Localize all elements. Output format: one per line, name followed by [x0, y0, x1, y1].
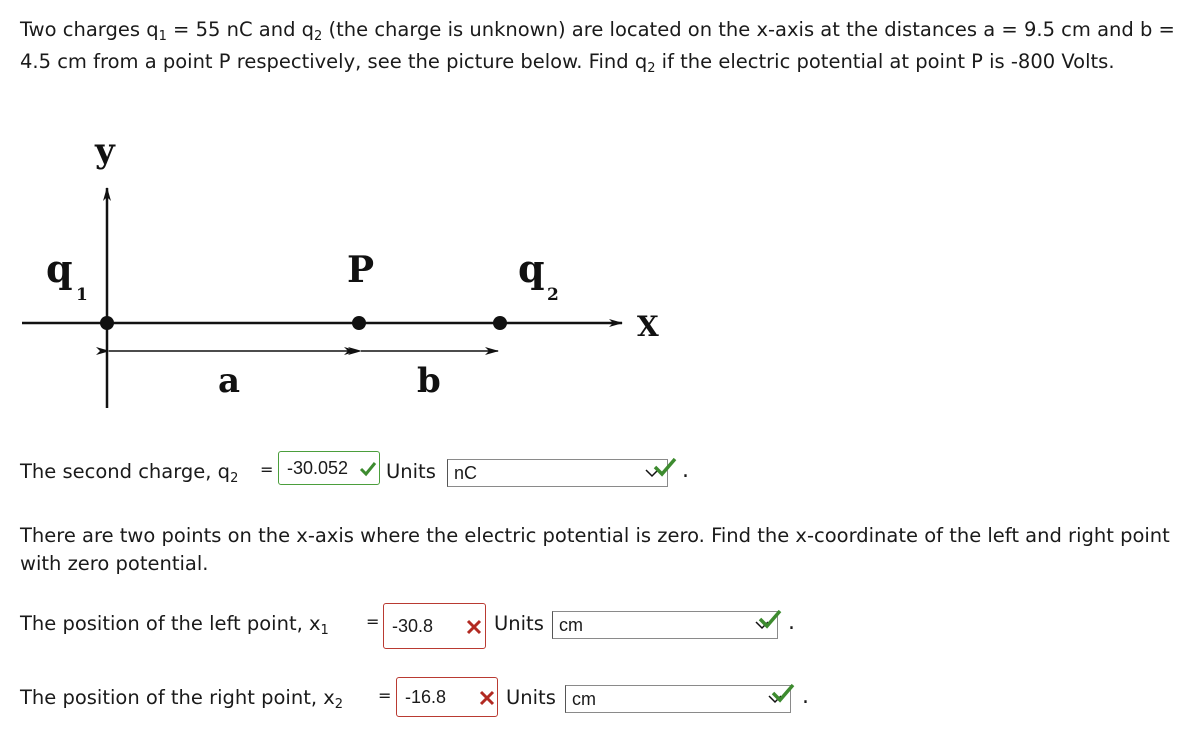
q2-units-label: Units	[386, 460, 436, 483]
q2-equals: =	[260, 460, 274, 479]
p-label: P	[347, 249, 375, 291]
a-label: a	[218, 361, 241, 401]
q2-prompt-text: The second charge, q	[20, 460, 231, 483]
problem-sub-2: 2	[314, 29, 323, 44]
problem-statement	[20, 14, 1180, 78]
x1-period: .	[788, 610, 795, 635]
q2-subscript: 2	[547, 285, 559, 305]
x1-prompt-sub: 1	[320, 623, 329, 638]
x2-prompt-text: The position of the right point, x	[20, 686, 335, 709]
unit-correct-check-icon	[757, 608, 783, 630]
b-label: b	[417, 361, 441, 401]
x1-answer-row	[20, 608, 820, 648]
problem-text-3: (the charge is unknown) are located on the x-axis at the distances a = 9.5 cm and b = 4.5 cm from a point P respectively, see the picture below. Find q	[20, 18, 1175, 73]
x2-unit-selected: cm	[572, 688, 596, 709]
x2-value-text: -16.8	[405, 686, 447, 707]
x1-units-label: Units	[494, 612, 544, 635]
problem-sub-3: 2	[647, 61, 656, 76]
x1-unit-selected: cm	[559, 614, 583, 635]
q2-prompt-sub: 2	[230, 471, 239, 486]
incorrect-x-icon	[466, 619, 482, 635]
x2-prompt	[20, 686, 344, 712]
q1-label: q	[46, 246, 73, 291]
y-axis-label: y	[95, 131, 115, 171]
q2-unit-selected: nC	[454, 462, 478, 483]
x2-answer-row	[20, 682, 840, 722]
q2-value-text: -30.052	[287, 457, 349, 478]
x2-equals: =	[378, 686, 392, 705]
x1-value-input[interactable]	[383, 603, 486, 649]
q2-prompt	[20, 460, 239, 486]
problem-text-1: Two charges q	[20, 18, 159, 41]
q2-point	[493, 316, 507, 330]
q1-point	[100, 316, 114, 330]
x1-prompt	[20, 612, 329, 638]
x1-equals: =	[366, 612, 380, 631]
q2-period: .	[682, 458, 689, 483]
problem-text-4: if the electric potential at point P is -800 Volts.	[655, 50, 1115, 73]
zero-potential-question: There are two points on the x-axis where the electric potential is zero. Find the x-coordinate of the left and right point with zero potential.	[20, 524, 1170, 575]
x1-prompt-text: The position of the left point, x	[20, 612, 321, 635]
problem-sub-1: 1	[158, 29, 167, 44]
q2-answer-row	[20, 456, 720, 496]
incorrect-x-icon	[479, 690, 495, 706]
correct-check-icon	[359, 461, 377, 477]
q2-label: q	[518, 246, 545, 291]
x1-value-text: -30.8	[392, 615, 434, 636]
problem-text-2: = 55 nC and q	[166, 18, 315, 41]
x2-prompt-sub: 2	[334, 697, 344, 712]
x-axis-label: X	[637, 310, 659, 343]
q2-value-input[interactable]	[278, 451, 380, 485]
x2-units-label: Units	[506, 686, 556, 709]
unit-correct-check-icon	[770, 682, 796, 704]
x2-unit-select[interactable]	[565, 685, 791, 713]
charges-diagram	[0, 130, 700, 420]
q2-unit-select[interactable]	[447, 459, 668, 487]
x2-value-input[interactable]	[396, 677, 498, 717]
q1-subscript: 1	[76, 285, 88, 305]
unit-correct-check-icon	[652, 456, 678, 478]
x2-period: .	[802, 684, 809, 709]
x1-unit-select[interactable]	[552, 611, 778, 639]
p-point	[352, 316, 366, 330]
